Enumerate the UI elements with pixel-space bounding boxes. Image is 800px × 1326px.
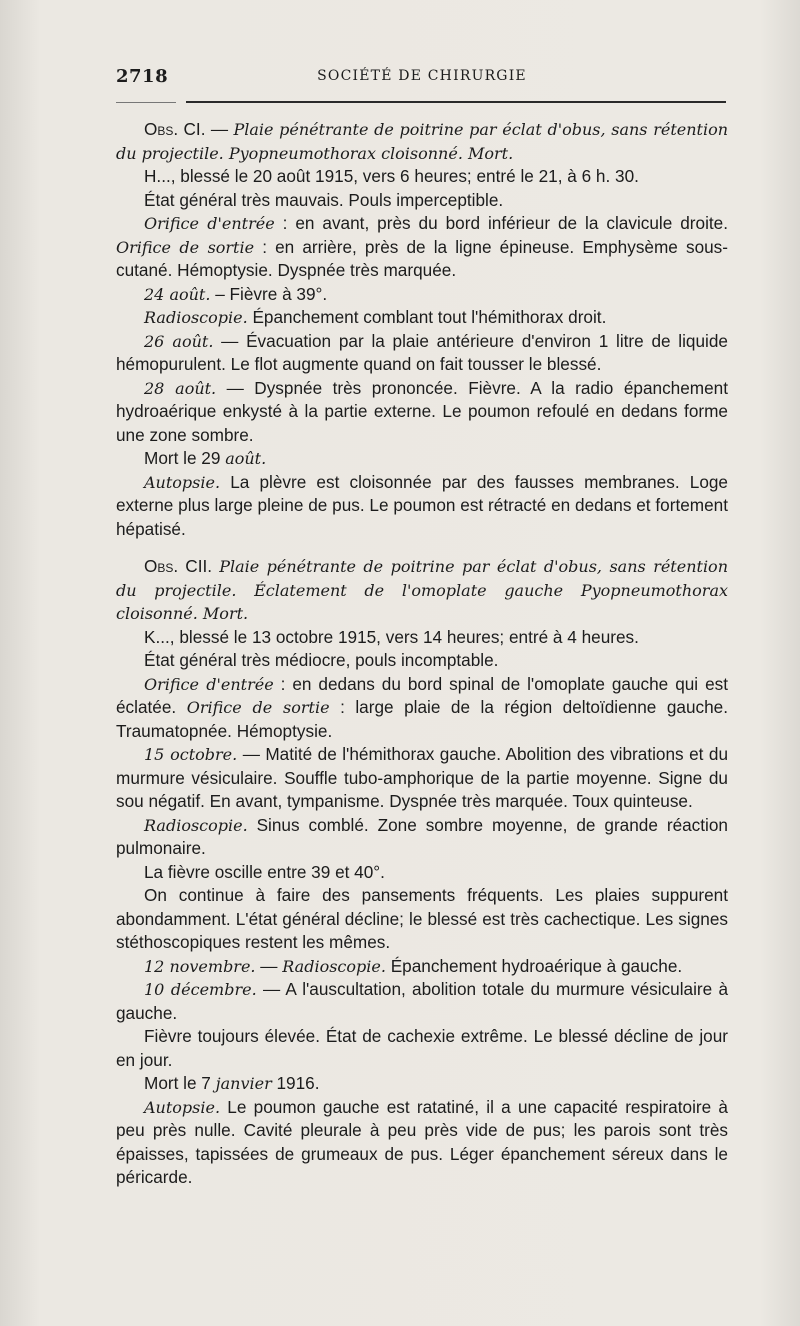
document-body: [116, 118, 728, 1190]
obs-101-aug26: 26 août. — Évacuation par la plaie antérieure d'environ 1 litre de liquide hémopurulent. Le flot augmente quand on fait tousser le blessé.: [116, 330, 728, 374]
obs-102-dressings: On continue à faire des pansements fréquents. Les plaies suppurent abondamment. L'état général décline; le blessé est très cachectique. Les signes stéthoscopiques restent les mêmes.: [116, 885, 728, 952]
obs-102-death: Mort le 7 janvier 1916.: [144, 1073, 320, 1093]
obs-101-aug28: 28 août. — Dyspnée très prononcée. Fièvre. A la radio épanchement hydroaérique enkysté à la partie externe. Le poumon refoulé en dedans forme une zone sombre.: [116, 377, 729, 445]
header-rule-short: [116, 102, 176, 103]
page-number: 2718: [116, 66, 169, 87]
obs-102-fever-high: Fièvre toujours élevée. État de cachexie extrême. Le blessé décline de jour en jour.: [116, 1026, 728, 1070]
obs-101-aug24: 24 août. – Fièvre à 39°.: [144, 283, 328, 304]
obs-101-label: Obs. CI.: [144, 119, 206, 139]
obs-102-general-state: État général très médiocre, pouls incomptable.: [144, 650, 499, 670]
obs-101-orifices: Orifice d'entrée : en avant, près du bord inférieur de la clavicule droite. Orifice de sortie : en arrière, près de la ligne épineuse. Emphysème sous-cutané. Hémoptysie. Dyspnée très marquée.: [116, 213, 729, 280]
obs-102-orifices: Orifice d'entrée : en dedans du bord spinal de l'omoplate gauche qui est éclatée. Orifice de sortie : large plaie de la région deltoïdienne gauche. Traumatopnée. Hémoptysie.: [116, 673, 729, 741]
obs-101-admission: H..., blessé le 20 août 1915, vers 6 heures; entré le 21, à 6 h. 30.: [144, 166, 639, 186]
page-header: [116, 66, 728, 88]
obs-101-general-state: État général très mauvais. Pouls imperceptible.: [144, 189, 504, 210]
obs-102-dec10: 10 décembre. — A l'auscultation, abolition totale du murmure vésiculaire à gauche.: [116, 979, 728, 1023]
obs-102-oct15: 15 octobre. — Matité de l'hémithorax gauche. Abolition des vibrations et du murmure vésiculaire. Souffle tubo-amphorique de la partie moyenne. Signe du sou négatif. En avant, tympanisme. Dyspnée très marquée. Toux quinteuse.: [116, 744, 729, 811]
header-rule: [186, 101, 726, 103]
obs-101-autopsy: Autopsie. La plèvre est cloisonnée par des fausses membranes. Loge externe plus large pleine de pus. Le poumon est rétracté en dedans et fortement hépatisé.: [116, 471, 728, 539]
obs-102-title: Plaie pénétrante de poitrine par éclat d'obus, sans rétention du projectile. Éclatement de l'omoplate gauche Pyopneumothorax cloisonné. Mort.: [116, 557, 728, 623]
obs-102-heading: [116, 555, 728, 626]
obs-102-nov12: 12 novembre. — Radioscopie. Épanchement hydroaérique à gauche.: [144, 955, 683, 976]
obs-102-label: Obs. CII.: [144, 556, 213, 576]
obs-102-radioscopy: Radioscopie. Sinus comblé. Zone sombre moyenne, de grande réaction pulmonaire.: [116, 814, 728, 858]
obs-101-heading: Obs. CI. — Plaie pénétrante de poitrine par éclat d'obus, sans rétention du projectile. Pyopneumothorax cloisonné. Mort.: [116, 119, 729, 163]
obs-102-autopsy: Autopsie. Le poumon gauche est ratatiné, il a une capacité respiratoire à peu près nulle. Cavité pleurale à peu près vide de pus; les parois sont très épaisses, tapissées de grumeaux de pus. Léger épanchement séreux dans le péricarde.: [116, 1096, 728, 1187]
obs-102-fever: La fièvre oscille entre 39 et 40°.: [144, 861, 385, 882]
obs-101-death: Mort le 29 août.: [144, 448, 267, 468]
running-title: SOCIÉTÉ DE CHIRURGIE: [317, 68, 527, 84]
obs-102-admission: K..., blessé le 13 octobre 1915, vers 14 heures; entré à 4 heures.: [144, 626, 639, 647]
obs-101-title: Plaie pénétrante de poitrine par éclat d'obus, sans rétention du projectile. Pyopneumothorax cloisonné. Mort.: [116, 120, 729, 163]
obs-101-radioscopy: Radioscopie. Épanchement comblant tout l'hémithorax droit.: [144, 307, 607, 327]
